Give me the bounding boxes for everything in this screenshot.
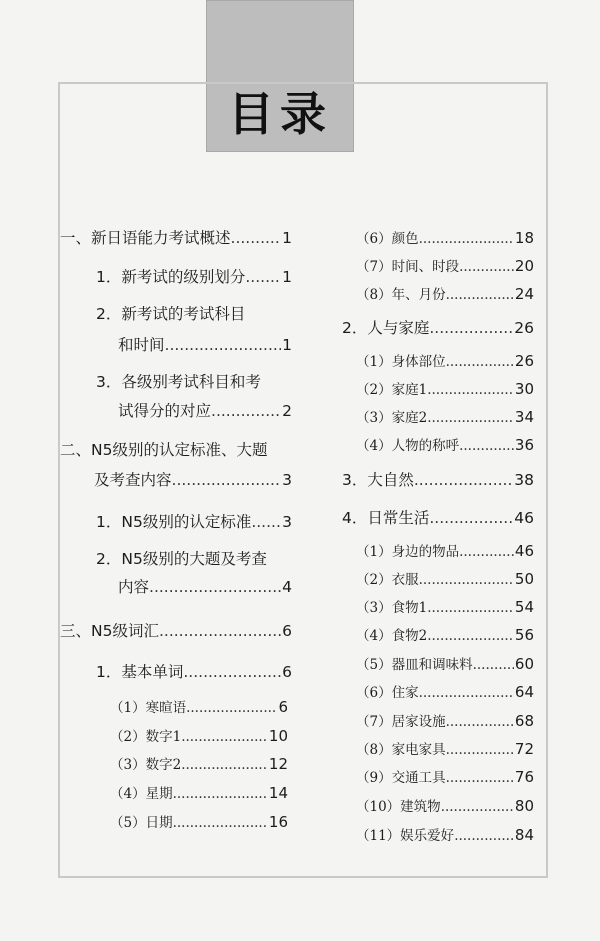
toc-page: 68 [514,712,534,730]
toc-page: 10 [268,727,288,745]
toc-page: 14 [268,784,288,802]
toc-label: （1）身边的物品 [356,544,460,560]
toc-page: 56 [514,626,534,644]
toc-label: （6）住家 [356,685,419,701]
toc-entry-3-2-4[interactable] [356,437,534,454]
toc-entry-3-2-1[interactable] [356,353,534,370]
toc-entry-3-1-1[interactable] [110,699,288,716]
toc-entry-3-3[interactable] [342,472,534,489]
toc-label: （2）衣服 [356,572,419,588]
toc-page: 6 [282,663,292,681]
toc-entry-1-2[interactable] [118,337,292,354]
toc-label: 1．新考试的级别划分 [96,268,246,286]
toc-entry-3-1-3[interactable] [110,756,288,773]
toc-label: （4）食物2 [356,628,428,644]
toc-label: 3．大自然 [342,471,414,489]
toc-entry-3-4-10[interactable] [356,798,534,815]
toc-label: （1）寒暄语 [110,700,187,716]
toc-page: 12 [268,755,288,773]
toc-page: 3 [282,513,292,531]
toc-label: 试得分的对应 [118,402,212,420]
toc-label: 一、新日语能力考试概述 [60,229,231,247]
toc-entry-3-2[interactable] [342,320,534,337]
toc-label: 内容 [118,578,150,596]
toc-page: 2 [282,402,292,420]
toc-label: （3）数字2 [110,757,182,773]
toc-entry-3-1-2[interactable] [110,728,288,745]
toc-page: 26 [514,352,534,370]
toc-label: （2）数字1 [110,729,182,745]
toc-label: （7）居家设施 [356,714,446,730]
toc-page: 1 [282,229,292,247]
toc-page: 16 [268,813,288,831]
toc-label: 2．人与家庭 [342,319,430,337]
toc-page: 6 [282,622,292,640]
toc-entry-3-2-3[interactable] [356,409,534,426]
toc-page: 60 [514,655,534,673]
toc-label: （4）星期 [110,786,173,802]
toc-entry-section-1[interactable] [60,230,292,247]
toc-entry-3-4-4[interactable] [356,627,534,644]
toc-page: 64 [514,683,534,701]
toc-entry-3-1-4[interactable] [110,785,288,802]
page-title: 目录 [228,87,332,141]
toc-entry-3-1-8[interactable] [356,286,534,303]
toc-page: 54 [514,598,534,616]
toc-page: 6 [278,698,288,716]
toc-entry-1-3-line1: 3．各级别考试科目和考 [96,373,261,391]
toc-label: （4）人物的称呼 [356,438,460,454]
toc-entry-section-2[interactable] [94,472,292,489]
toc-entry-1-1[interactable] [96,269,292,286]
toc-page: 34 [514,408,534,426]
toc-entry-3-4-5[interactable] [356,656,534,673]
toc-page: 1 [282,268,292,286]
toc-entry-2-1[interactable] [96,514,292,531]
toc-label: （3）食物1 [356,600,428,616]
toc-entry-3-4-8[interactable] [356,741,534,758]
toc-page: 18 [514,229,534,247]
toc-page: 80 [514,797,534,815]
toc-label: 4．日常生活 [342,509,430,527]
toc-entry-3-4-2[interactable] [356,571,534,588]
toc-entry-3-1-7[interactable] [356,258,534,275]
toc-page: 20 [514,257,534,275]
toc-entry-3-4-1[interactable] [356,543,534,560]
toc-page: 36 [514,436,534,454]
toc-label: 1．N5级别的认定标准 [96,513,252,531]
toc-page: 26 [514,319,534,337]
toc-label: （5）器皿和调味料 [356,657,473,673]
toc-page: 46 [514,509,534,527]
toc-page: 30 [514,380,534,398]
toc-entry-3-1[interactable] [96,664,292,681]
toc-label: （2）家庭1 [356,382,428,398]
toc-label: 三、N5级词汇 [60,622,159,640]
toc-entry-2-2-line1: 2．N5级别的大题及考查 [96,550,267,568]
toc-entry-section-2-line1: 二、N5级别的认定标准、大题 [60,441,268,459]
toc-entry-3-4-7[interactable] [356,713,534,730]
toc-entry-3-4-9[interactable] [356,769,534,786]
toc-page: 38 [514,471,534,489]
toc-label: 及考查内容 [94,471,172,489]
toc-entry-3-1-5[interactable] [110,814,288,831]
toc-page: 1 [282,336,292,354]
toc-entry-3-4-6[interactable] [356,684,534,701]
toc-label: （1）身体部位 [356,354,446,370]
toc-label: （5）日期 [110,815,173,831]
toc-entry-2-2[interactable] [118,579,292,596]
toc-entry-3-4-11[interactable] [356,827,534,844]
toc-label: （7）时间、时段 [356,259,460,275]
toc-label: 和时间 [118,336,165,354]
toc-label: 1．基本单词 [96,663,184,681]
toc-page: 84 [514,826,534,844]
toc-entry-3-4-3[interactable] [356,599,534,616]
toc-page: 72 [514,740,534,758]
toc-entry-1-2-line1: 2．新考试的考试科目 [96,305,246,323]
toc-page: 46 [514,542,534,560]
toc-page: 4 [282,578,292,596]
toc-page: 24 [514,285,534,303]
toc-page: 76 [514,768,534,786]
toc-page: 50 [514,570,534,588]
toc-entry-3-2-2[interactable] [356,381,534,398]
toc-label: （9）交通工具 [356,770,446,786]
toc-label: （10）建筑物 [356,799,441,815]
toc-entry-3-4[interactable] [342,510,534,527]
toc-entry-3-1-6[interactable] [356,230,534,247]
toc-entry-1-3[interactable] [118,403,292,420]
toc-page: 3 [282,471,292,489]
toc-label: （8）年、月份 [356,287,446,303]
toc-label: （3）家庭2 [356,410,428,426]
toc-label: （8）家电家具 [356,742,446,758]
toc-entry-section-3[interactable] [60,623,292,640]
toc-label: （6）颜色 [356,231,419,247]
toc-label: （11）娱乐爱好 [356,828,455,844]
